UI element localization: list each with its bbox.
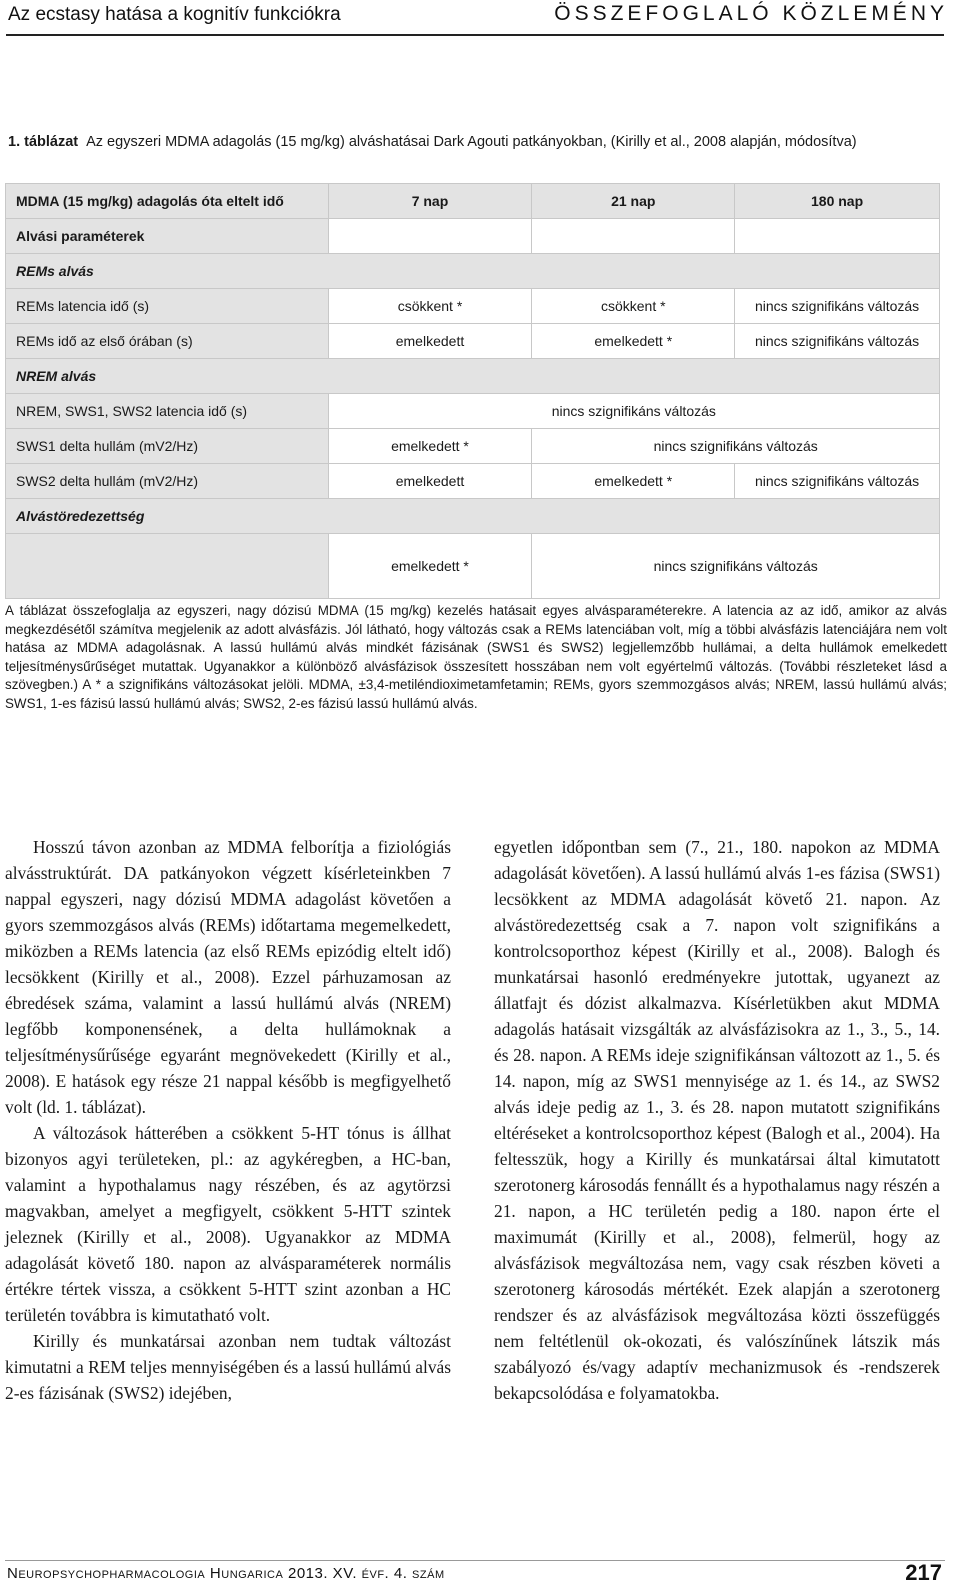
table-cell	[328, 219, 532, 254]
results-table	[5, 183, 940, 599]
table-header-cell: 180 nap	[735, 184, 940, 219]
table-row	[6, 289, 940, 324]
running-header	[0, 0, 960, 38]
table-row	[6, 464, 940, 499]
table-section-row	[6, 499, 940, 534]
table-row-label: Alvási paraméterek	[6, 219, 329, 254]
table-cell: nincs szignifikáns változás	[532, 429, 940, 464]
footer-divider	[5, 1560, 945, 1561]
table-header-cell: MDMA (15 mg/kg) adagolás óta eltelt idő	[6, 184, 329, 219]
table-row-label: SWS1 delta hullám (mV2/Hz)	[6, 429, 329, 464]
table-row	[6, 534, 940, 599]
table-caption	[8, 134, 948, 150]
page-number: 217	[905, 1560, 942, 1585]
table-row-label: SWS2 delta hullám (mV2/Hz)	[6, 464, 329, 499]
table-section-label: Alvástöredezettség	[6, 499, 940, 534]
table-row	[6, 324, 940, 359]
table-section-label: NREM alvás	[6, 359, 940, 394]
table-header-cell: 7 nap	[328, 184, 532, 219]
table-cell: nincs szignifikáns változás	[735, 464, 940, 499]
table-row	[6, 394, 940, 429]
table-row-label: NREM, SWS1, SWS2 latencia idő (s)	[6, 394, 329, 429]
table-cell: emelkedett *	[532, 324, 735, 359]
table-row-label: REMs idő az első órában (s)	[6, 324, 329, 359]
table-section-row	[6, 254, 940, 289]
table-cell: nincs szignifikáns változás	[328, 394, 939, 429]
body-paragraph: egyetlen időpontban sem (7., 21., 180. napokon az MDMA adagolását követően). A lassú hullámú alvás 1-es fázisa (SWS1) lecsökkent az MDMA adagolását követő 21. napon. Az alvástöredezettség csak a 7. napon volt szignifikáns a kontrolcsoporthoz képest (Kirilly et al., 2008). Balogh és munkatársai hasonló eredményekre jutottak, ugyanezt az állatfajt és dózist alkalmazva. Kísérletükben akut MDMA adagolás hatásait vizsgálták az alvásfázisokra az 1., 3., 5., 14. és 28. napon. A REMs ideje szignifikánsan változott az 1., 5. és 14. napon, míg az SWS1 mennyisége az 1. és 14., az SWS2 alvás ideje pedig az 1., 3. és 28. napon mutatott szignifikáns eltéréseket a kontrolcsoporthoz képest (Balogh et al., 2004). Ha feltesszük, hogy a Kirilly és munkatársai által kimutatott szerotonerg károsodás fennállt és a hypothalamus nagy részén a 21. napon, a HC területén pedig a 180. napon érte el maximumát (Kirilly et al., 2008), felmerül, hogy az alvásfázisok megváltozása nem, vagy csak részben követi a szerotonerg károsodás mértékét. Ezek alapján a szerotonerg rendszer és az alvásfázisok megváltozása közti összefüggés nem feltétlenül ok-okozati, és valószínűnek látszik más szabályozó és/vagy adaptív mechanizmusok és -rendszerek bekapcsolódása e folyamatokba.	[494, 837, 940, 1403]
table-cell: nincs szignifikáns változás	[735, 289, 940, 324]
body-paragraph: A változások hátterében a csökkent 5-HT tónus is állhat bizonyos agyi területeken, pl.: az agykéregben, a HC-ban, valamint a hypothalamus nagy részében, és az agytörzsi magvakban, amelyet a megfigyelt, csökkent 5-HTT szintek jeleznek (Kirilly et al., 2008). Ugyanakkor az MDMA adagolását követő 180. napon az alvásparaméterek normális értékre tértek vissza, a csökkent 5-HTT szint azonban a HC területén továbbra is kimutatható volt.	[5, 1123, 451, 1325]
table-cell: nincs szignifikáns változás	[532, 534, 940, 599]
table-cell: csökkent *	[532, 289, 735, 324]
body-paragraph: Kirilly és munkatársai azonban nem tudtak változást kimutatni a REM teljes mennyiségében és a lassú hullámú alvás 2-es fázisának (SWS2) idejében,	[5, 1331, 451, 1403]
table-cell: emelkedett *	[328, 429, 532, 464]
table-notes: A táblázat összefoglalja az egyszeri, nagy dózisú MDMA (15 mg/kg) kezelés hatásait egyes alvásparaméterekre. A latencia az az idő, amikor az alvás megkezdésétől számítva megjelenik az adott alvásfázis. Jól látható, hogy változás csak a REMs latenciában volt, míg a többi alvásfázis latenciájára nem volt hatása az MDMA adagolásnak. A lassú hullámú alvás mindkét fázisának (SWS1 és SWS2) legjellemzőbb hullámai, a delta hullámok emelkedett teljesítménysűrűséget mutattak. Ugyanakkor a különböző alvásfázisok összesített hosszában nem volt egyértelmű változás. (További részleteket lásd a szövegben.) A * a szignifikáns változásokat jelöli. MDMA, ±3,4-metiléndioximetamfetamin; REMs, gyors szemmozgásos alvás; NREM, lassú hullámú alvás; SWS1, 1-es fázisú lassú hullámú alvás; SWS2, 2-es fázisú lassú hullámú alvás.	[5, 603, 947, 711]
table-row	[6, 219, 940, 254]
table-header-row	[6, 184, 940, 219]
article-type: ÖSSZEFOGLALÓ KÖZLEMÉNY	[554, 2, 948, 25]
table-section-label: REMs alvás	[6, 254, 940, 289]
table-cell	[532, 219, 735, 254]
table-cell	[735, 219, 940, 254]
body-column-left	[5, 834, 451, 1406]
table-row-label: REMs latencia idő (s)	[6, 289, 329, 324]
table-cell: nincs szignifikáns változás	[735, 324, 940, 359]
journal-name: Neuropsychopharmacologia Hungarica 2013. XV. évf. 4. szám	[7, 1565, 445, 1582]
body-paragraph: Hosszú távon azonban az MDMA felborítja a fiziológiás alvásstruktúrát. DA patkányokon végzett kísérleteinkben 7 nappal egyszeri, nagy dózisú MDMA adagolást követően a gyors szemmozgásos alvás (REMs) időtartama megemelkedett, miközben a REMs latencia (az első REMs epizódig eltelt idő) lecsökkent (Kirilly et al., 2008). Ezzel párhuzamosan az ébredések száma, valamint a lassú hullámú alvás (NREM) legfőbb komponensének, a delta hullámoknak a teljesítménysűrűsége egyaránt megnövekedett (Kirilly et al., 2008). E hatások egy része 21 nappal később is megfigyelhető volt (ld. 1. táblázat).	[5, 837, 451, 1117]
table-row-label	[6, 534, 329, 599]
header-divider	[6, 34, 944, 36]
table-cell: emelkedett	[328, 324, 532, 359]
table-caption-label: 1. táblázat	[8, 134, 79, 150]
table-row	[6, 429, 940, 464]
body-column-right	[494, 834, 940, 1406]
table-header-cell: 21 nap	[532, 184, 735, 219]
table-caption-text: Az egyszeri MDMA adagolás (15 mg/kg) alváshatásai Dark Agouti patkányokban, (Kirilly et al., 2008 alapján, módosítva)	[86, 134, 857, 150]
running-title: Az ecstasy hatása a kognitív funkciókra	[8, 4, 341, 25]
table-cell: csökkent *	[328, 289, 532, 324]
table-section-row	[6, 359, 940, 394]
table-cell: emelkedett *	[328, 534, 532, 599]
table-cell: emelkedett	[328, 464, 532, 499]
table-cell: emelkedett *	[532, 464, 735, 499]
